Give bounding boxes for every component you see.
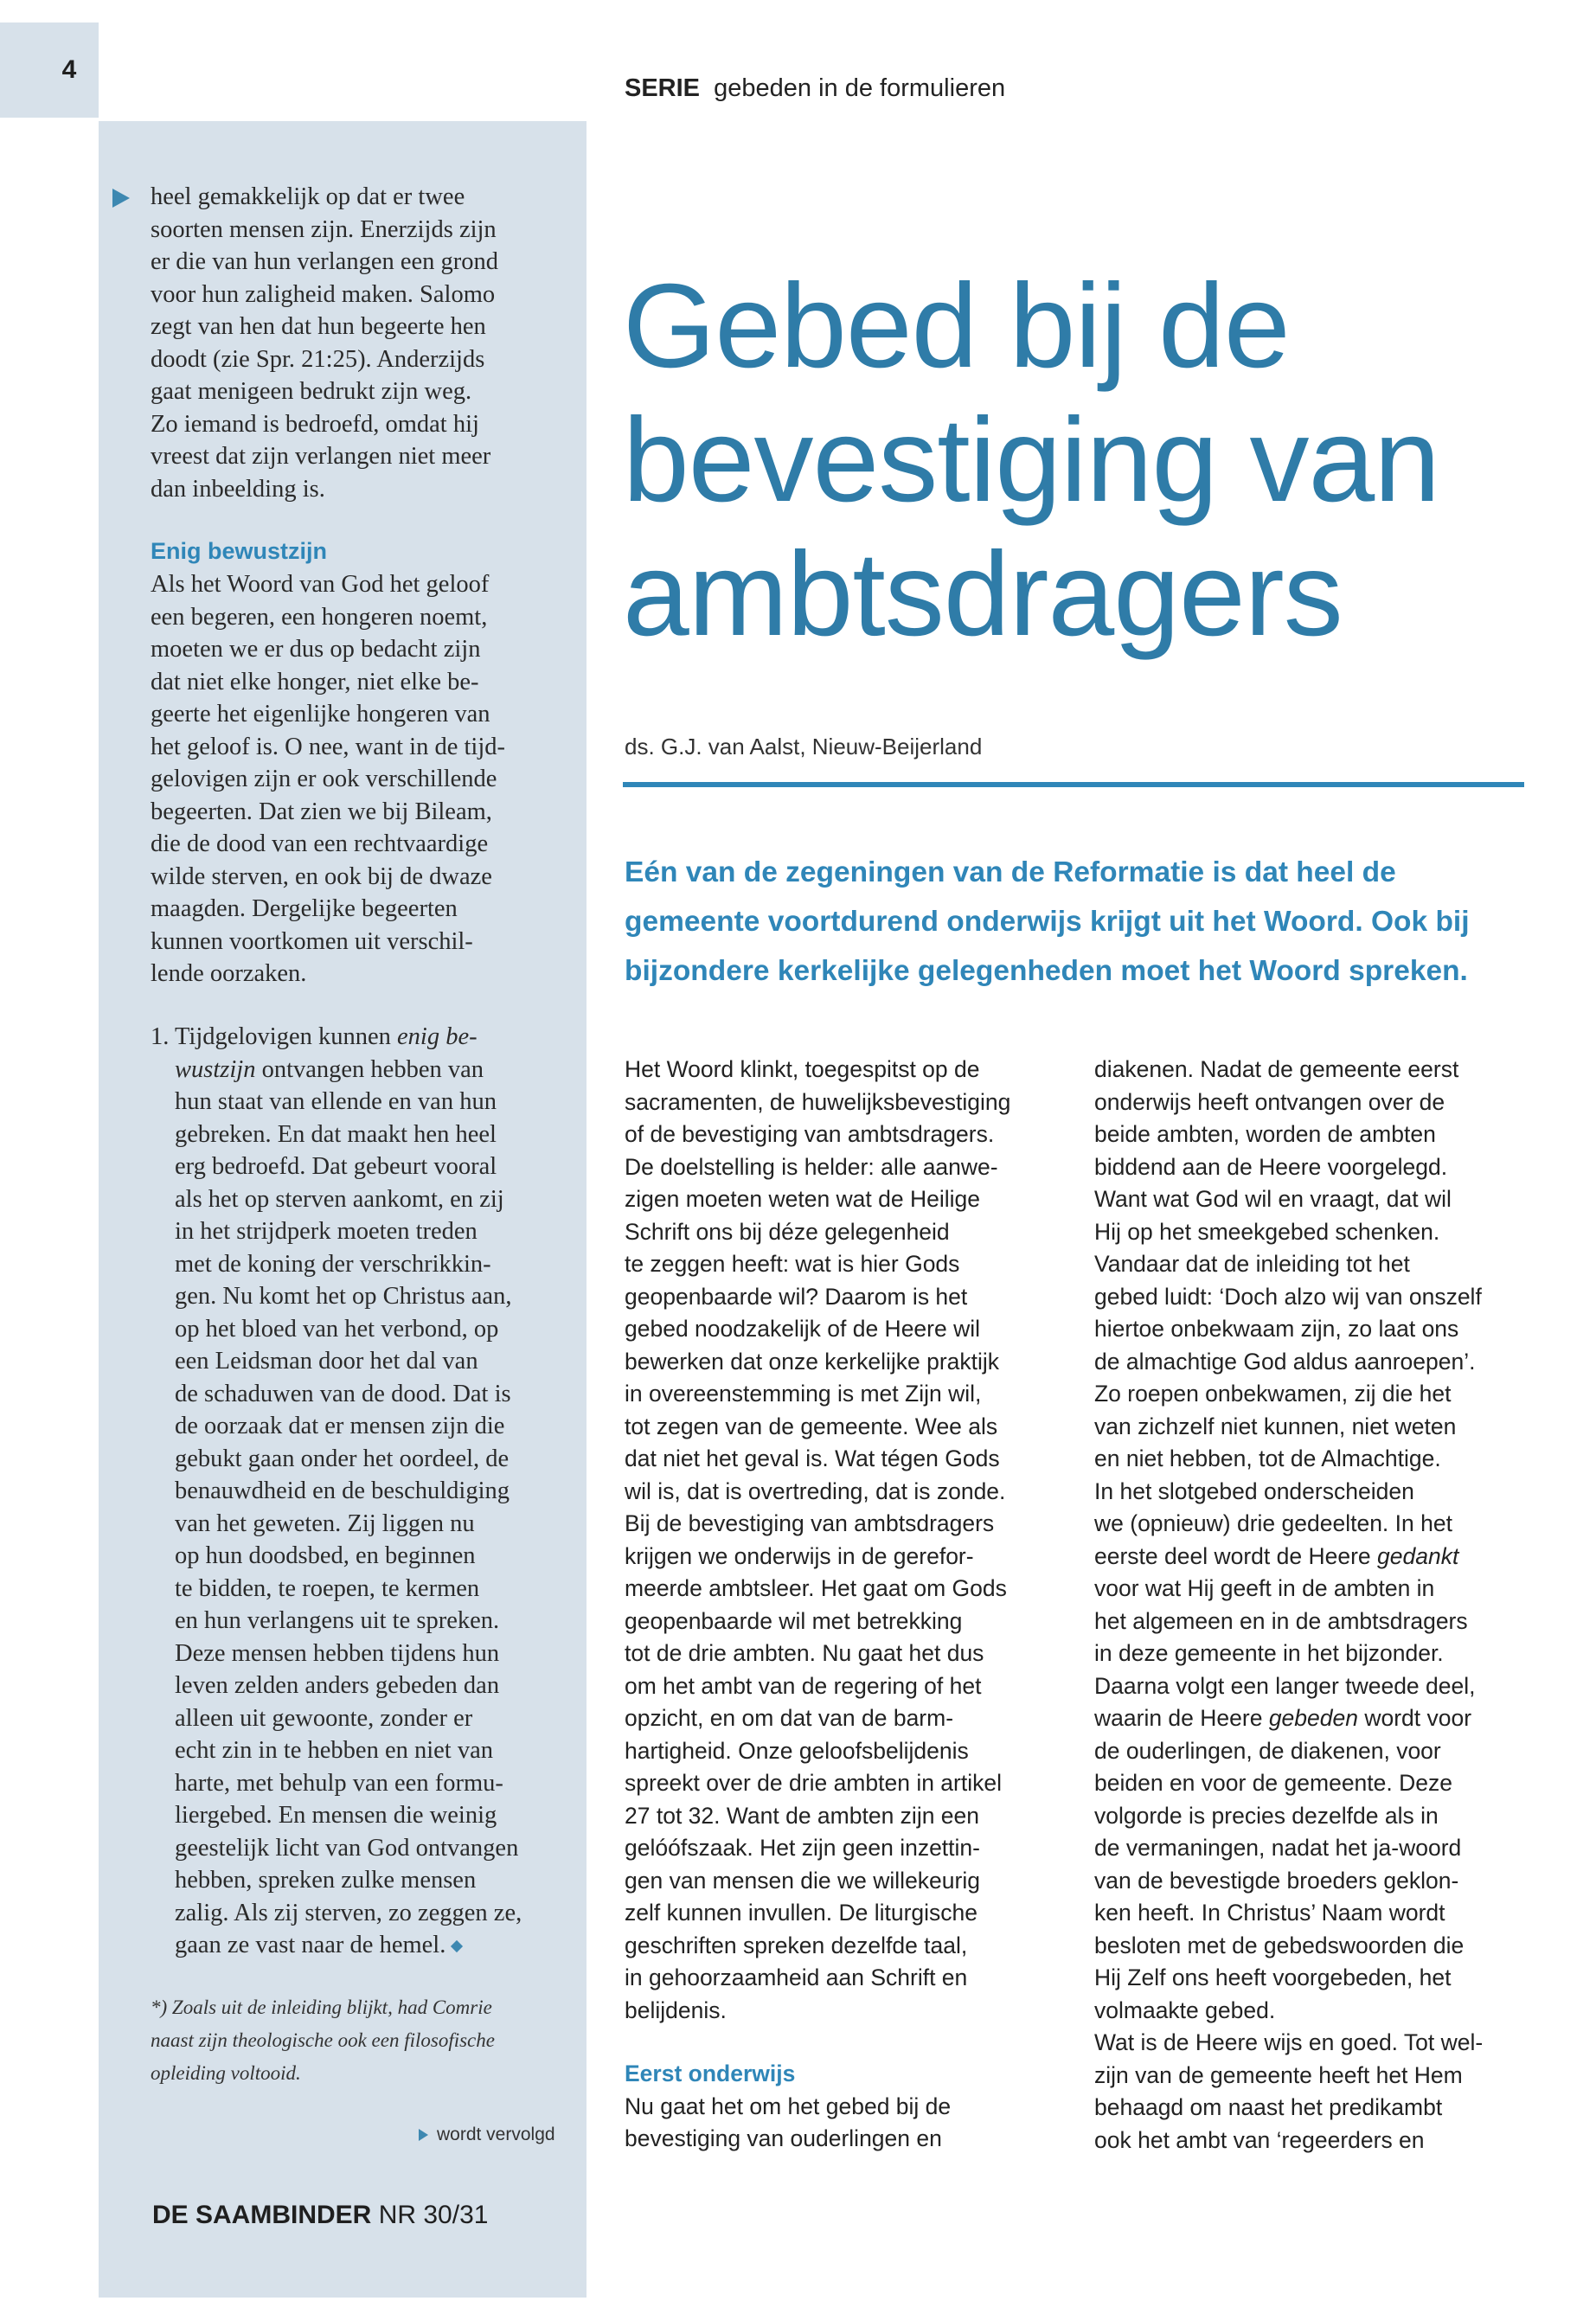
body-line: Wat is de Heere wijs en goed. Tot wel- — [1094, 2029, 1484, 2055]
sidebar-line: lende oorzaken. — [151, 960, 307, 987]
body-line: beiden en voor de gemeente. Deze — [1094, 1770, 1452, 1796]
body-line: van de bevestigde broeders geklon- — [1094, 1867, 1459, 1894]
sidebar-line: geerte het eigenlijke hongeren van — [151, 701, 490, 727]
body-line-italic: gedankt — [1377, 1542, 1459, 1569]
item-line: van het geweten. Zij liggen nu — [175, 1509, 475, 1537]
body-line: In het slotgebed onderscheiden — [1094, 1477, 1414, 1504]
body-line: de ouderlingen, de diakenen, voor — [1094, 1737, 1441, 1764]
sidebar-line: moeten we er dus op bedacht zijn — [151, 636, 481, 663]
lead-line: gemeente voortdurend onderwijs krijgt uit het Woord. Ook bij — [625, 906, 1470, 938]
sidebar-line: maagden. Dergelijke begeerten — [151, 895, 458, 922]
article-column-2 — [1094, 1054, 1544, 2157]
body-line: Hij Zelf ons heeft voorgebeden, het — [1094, 1965, 1452, 1990]
item-line: echt zin in te hebben en niet van — [175, 1737, 493, 1764]
sidebar-intro — [151, 181, 557, 505]
sidebar-line: er die van hun verlangen een grond — [151, 248, 499, 275]
item-line: gen. Nu komt het op Christus aan, — [175, 1283, 512, 1310]
section-heading: Eerst onderwijs — [625, 2061, 796, 2086]
item-line: leven zelden anders gebeden dan — [175, 1672, 500, 1699]
continued-note — [419, 2125, 555, 2145]
page-number: 4 — [61, 55, 77, 84]
item-line: met de koning der verschrikkin- — [175, 1250, 491, 1278]
item-line: op hun doodsbed, en beginnen — [175, 1542, 476, 1569]
body-line: beide ambten, worden de ambten — [1094, 1121, 1436, 1147]
item-line: hun staat van ellende en van hun — [175, 1088, 497, 1115]
series-title: gebeden in de formulieren — [714, 74, 1006, 102]
title-rule — [623, 782, 1524, 787]
body-line: zijn van de gemeente heeft het Hem — [1094, 2061, 1463, 2088]
body-line — [1094, 1541, 1544, 1574]
body-line: bewerken dat onze kerkelijke praktijk — [625, 1348, 1000, 1375]
sidebar-line: vreest dat zijn verlangen niet meer — [151, 443, 491, 470]
sidebar-line: Zo iemand is bedroefd, omdat hij — [151, 410, 479, 438]
sidebar-line: wilde sterven, en ook bij de dwaze — [151, 862, 492, 890]
item-line: gebukt gaan onder het oordeel, de — [175, 1445, 510, 1472]
body-line: het algemeen en in de ambtsdragers — [1094, 1607, 1468, 1634]
body-line: 27 tot 32. Want de ambten zijn een — [625, 1802, 980, 1829]
sidebar-line: gelovigen zijn er ook verschillende — [151, 766, 497, 792]
continued-label: wordt vervolgd — [437, 2125, 555, 2144]
body-line: Bij de bevestiging van ambtsdragers — [625, 1510, 995, 1536]
title-line: bevestiging van — [623, 394, 1439, 527]
article-author: ds. G.J. van Aalst, Nieuw-Beijerland — [625, 734, 983, 760]
sidebar-line: voor hun zaligheid maken. Salomo — [151, 280, 496, 308]
lead-line: Eén van de zegeningen van de Reformatie is dat heel de — [625, 856, 1396, 888]
lead-line: bijzondere kerkelijke gelegenheden moet het Woord spreken. — [625, 955, 1468, 987]
body-line: volmaakte gebed. — [1094, 1997, 1276, 2023]
title-line: Gebed bij de — [623, 260, 1290, 393]
paragraph-gap — [625, 2027, 1074, 2058]
body-line: geopenbaarde wil? Daarom is het — [625, 1283, 968, 1310]
body-line: zigen moeten weten wat de Heilige — [625, 1186, 980, 1212]
body-line: Vandaar dat de inleiding tot het — [1094, 1251, 1410, 1277]
body-line: in deze gemeente in het bijzonder. — [1094, 1640, 1444, 1666]
sidebar-line: dan inbeelding is. — [151, 475, 325, 503]
body-line: in gehoorzaamheid aan Schrift en — [625, 1965, 968, 1990]
body-line: bevestiging van ouderlingen en — [625, 2125, 942, 2151]
body-line-text: eerste deel wordt de Heere — [1094, 1542, 1378, 1569]
sidebar-line: een begeren, een hongeren noemt, — [151, 603, 488, 631]
body-line: belijdenis. — [625, 1997, 727, 2023]
item-italic: enig be- — [397, 1023, 478, 1050]
item-line: benauwdheid en de beschuldiging — [175, 1477, 510, 1504]
body-line: spreekt over de drie ambten in artikel — [625, 1770, 1002, 1796]
body-line: meerde ambtsleer. Het gaat om Gods — [625, 1575, 1007, 1601]
sidebar-section — [151, 568, 557, 990]
series-header — [625, 74, 1005, 103]
body-line: wil is, dat is overtreding, dat is zonde. — [625, 1477, 1006, 1504]
body-line: Want wat God wil en vraagt, dat wil — [1094, 1186, 1452, 1212]
magazine-name — [152, 2201, 488, 2230]
item-line: alleen uit gewoonte, zonder er — [175, 1704, 473, 1732]
item-line: liergebed. En mensen die weinig — [175, 1802, 497, 1829]
item-line: de schaduwen van de dood. Dat is — [175, 1380, 511, 1407]
footnote — [151, 1991, 557, 2090]
sidebar-line: het geloof is. O nee, want in de tijd- — [151, 733, 505, 760]
item-line: gebreken. En dat maakt hen heel — [175, 1120, 497, 1148]
end-diamond-icon — [451, 1940, 463, 1952]
body-line: de vermaningen, nadat het ja-woord — [1094, 1835, 1462, 1861]
item-line: als het op sterven aankomt, en zij — [175, 1185, 504, 1213]
sidebar-line: Als het Woord van God het geloof — [151, 571, 490, 598]
item-line: de oorzaak dat er mensen zijn die — [175, 1413, 505, 1439]
sidebar-line: gaat menigeen bedrukt zijn weg. — [151, 378, 472, 405]
body-line: gebed noodzakelijk of de Heere wil — [625, 1316, 981, 1342]
body-line: Daarna volgt een langer tweede deel, — [1094, 1672, 1476, 1699]
item-line: Deze mensen hebben tijdens hun — [175, 1639, 500, 1667]
body-line: onderwijs heeft ontvangen over de — [1094, 1088, 1445, 1115]
footnote-line: naast zijn theologische ook een filosofische — [151, 2029, 495, 2051]
body-line: krijgen we onderwijs in de gerefor- — [625, 1542, 974, 1569]
sidebar-line: dat niet elke honger, niet elke be- — [151, 668, 479, 695]
article-title — [623, 260, 1574, 662]
body-line: sacramenten, de huwelijksbevestiging — [625, 1088, 1011, 1115]
sidebar-line: kunnen voortkomen uit verschil- — [151, 927, 473, 955]
body-line: om het ambt van de regering of het — [625, 1672, 982, 1699]
body-line: volgorde is precies dezelfde als in — [1094, 1802, 1439, 1829]
body-line: gebed luidt: ‘Doch alzo wij van onszelf — [1094, 1283, 1482, 1310]
item-line: Tijdgelovigen kunnen — [175, 1023, 398, 1050]
body-line-italic: gebeden — [1268, 1705, 1358, 1731]
item-body — [175, 1021, 557, 1962]
body-line: gelóófszaak. Het zijn geen inzettin- — [625, 1835, 980, 1861]
footnote-line: opleiding voltooid. — [151, 2062, 301, 2084]
item-line: op het bloed van het verbond, op — [175, 1315, 499, 1343]
item-line: geestelijk licht van God ontvangen — [175, 1834, 519, 1862]
item-number: 1. — [151, 1023, 170, 1050]
body-line: Schrift ons bij déze gelegenheid — [625, 1218, 950, 1245]
item-line: te bidden, te roepen, te kermen — [175, 1574, 480, 1602]
body-line: Het Woord klinkt, toegespitst op de — [625, 1056, 980, 1082]
magazine-title: DE SAAMBINDER — [152, 2201, 372, 2229]
body-line: hiertoe onbekwaam zijn, zo laat ons — [1094, 1316, 1459, 1342]
body-line: ook het ambt van ‘regeerders en — [1094, 2126, 1425, 2153]
body-line: Hij op het smeekgebed schenken. — [1094, 1218, 1440, 1245]
body-line: Nu gaat het om het gebed bij de — [625, 2093, 952, 2119]
body-line: zelf kunnen invullen. De liturgische — [625, 1900, 978, 1926]
body-line: de almachtige God aldus aanroepen’. — [1094, 1348, 1476, 1375]
sidebar-line: soorten mensen zijn. Enerzijds zijn — [151, 215, 497, 243]
sidebar-line: begeerten. Dat zien we bij Bileam, — [151, 798, 492, 825]
magazine-issue: NR 30/31 — [371, 2201, 489, 2229]
body-line: geschriften spreken dezelfde taal, — [625, 1932, 968, 1958]
item-line: harte, met behulp van een formu- — [175, 1769, 503, 1797]
footnote-line: *) Zoals uit de inleiding blijkt, had Comrie — [151, 1997, 492, 2018]
body-line-text: wordt voor — [1357, 1705, 1472, 1731]
item-line: hebben, spreken zulke mensen — [175, 1867, 477, 1894]
body-line: ken heeft. In Christus’ Naam wordt — [1094, 1900, 1445, 1926]
item-line: ontvangen hebben van — [255, 1055, 484, 1083]
item-line: in het strijdperk moeten treden — [175, 1218, 478, 1245]
body-line: en niet hebben, tot de Almachtige. — [1094, 1445, 1441, 1471]
body-line: tot de drie ambten. Nu gaat het dus — [625, 1640, 984, 1666]
item-line: een Leidsman door het dal van — [175, 1348, 478, 1375]
body-line: geopenbaarde wil met betrekking — [625, 1607, 963, 1634]
sidebar-line: doodt (zie Spr. 21:25). Anderzijds — [151, 345, 485, 373]
body-line: we (opnieuw) drie gedeelten. In het — [1094, 1510, 1452, 1536]
body-line: te zeggen heeft: wat is hier Gods — [625, 1251, 960, 1277]
body-line: opzicht, en om dat van de barm- — [625, 1705, 954, 1731]
body-line: dat niet het geval is. Wat tégen Gods — [625, 1445, 1000, 1471]
body-line: Zo roepen onbekwamen, zij die het — [1094, 1381, 1452, 1407]
body-line: van zichzelf niet kunnen, niet weten — [1094, 1413, 1457, 1439]
sidebar-line: heel gemakkelijk op dat er twee — [151, 183, 465, 210]
item-line: en hun verlangens uit te spreken. — [175, 1607, 500, 1634]
item-italic: wustzijn — [175, 1055, 256, 1083]
body-line: voor wat Hij geeft in de ambten in — [1094, 1575, 1435, 1601]
body-line: besloten met de gebedswoorden die — [1094, 1932, 1465, 1958]
continued-triangle-icon — [419, 2129, 428, 2141]
body-line: diakenen. Nadat de gemeente eerst — [1094, 1056, 1459, 1082]
body-line: in overeenstemming is met Zijn wil, — [625, 1381, 982, 1407]
body-line: biddend aan de Heere voorgelegd. — [1094, 1153, 1448, 1180]
sidebar-line: die de dood van een rechtvaardige — [151, 830, 489, 857]
series-label: SERIE — [625, 74, 701, 102]
body-line-text: waarin de Heere — [1094, 1705, 1269, 1731]
body-line — [1094, 1702, 1544, 1735]
body-line: of de bevestiging van ambtsdragers. — [625, 1121, 995, 1147]
item-line: erg bedroefd. Dat gebeurt vooral — [175, 1153, 497, 1180]
item-line: zalig. Als zij sterven, zo zeggen ze, — [175, 1899, 522, 1926]
article-lead — [625, 848, 1542, 996]
sidebar-heading: Enig bewustzijn — [151, 538, 328, 564]
numbered-item — [151, 1021, 557, 1962]
body-line: De doelstelling is helder: alle aanwe- — [625, 1153, 998, 1180]
item-line: gaan ze vast naar de hemel. — [175, 1929, 557, 1962]
body-line: gen van mensen die we willekeurig — [625, 1867, 980, 1894]
sidebar-line: zegt van hen dat hun begeerte hen — [151, 313, 486, 340]
continued-arrow-icon — [112, 189, 130, 208]
body-line: tot zegen van de gemeente. Wee als — [625, 1413, 998, 1439]
body-line: behaagd om naast het predikambt — [1094, 2094, 1443, 2120]
title-line: ambtsdragers — [623, 528, 1343, 661]
article-column-1 — [625, 1054, 1074, 2156]
body-line: hartigheid. Onze geloofsbelijdenis — [625, 1737, 969, 1764]
